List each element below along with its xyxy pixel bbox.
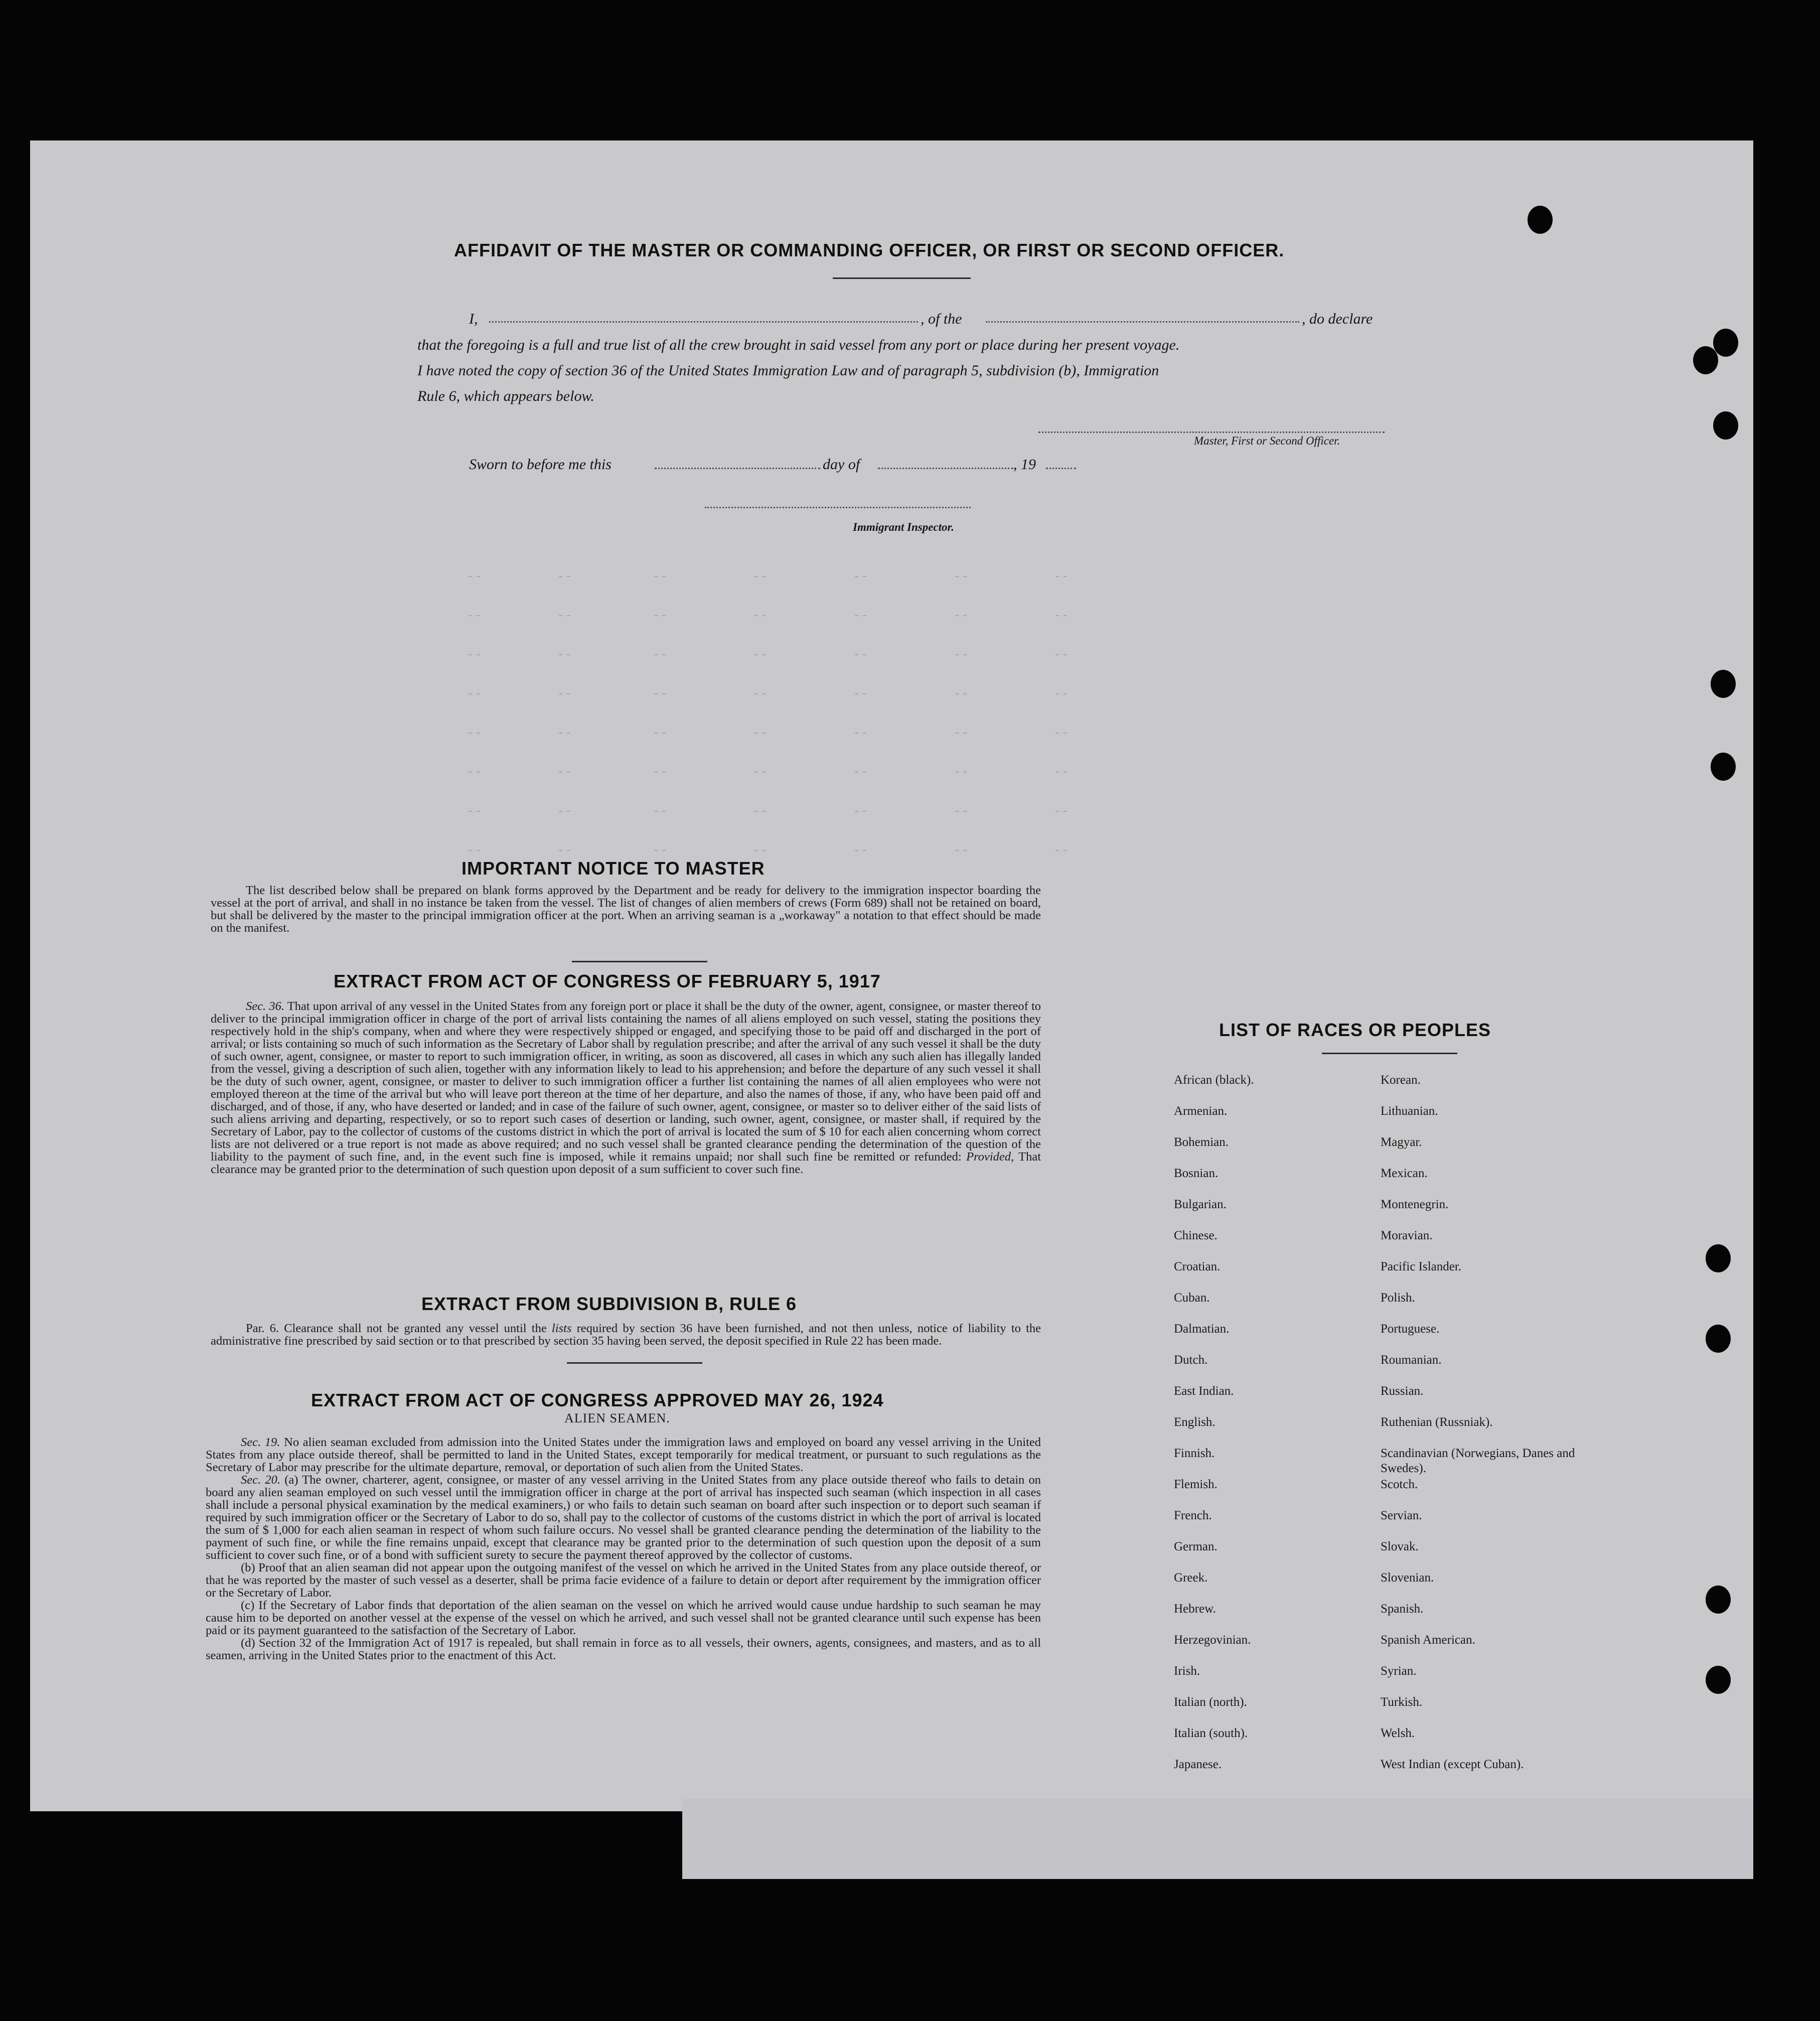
race-item: Dalmatian.: [1174, 1322, 1230, 1336]
races-right-column: [1381, 1073, 1581, 1788]
race-item: Italian (north).: [1174, 1695, 1247, 1709]
divider: [567, 1362, 702, 1364]
sec-36-body: That upon arrival of any vessel in the United States from any foreign port or place it shall be the duty of the owner, agent, consignee, or master thereof to deliver to the principal immigration officer in charge of the port of arrival lists containing the names of all aliens employed on such vessel, stating the positions they respectively hold in the ship's company, when and where they were respectively shipped or engaged, and specifying those to be paid off and discharged in the port of arrival; or lists containing so much of such information as the Secretary of Labor shall by regulation prescribe; and after the arrival of any such vessel it shall be the duty of such owner, agent, consignee, or master to report to such immigration officer, in writing, as soon as discovered, all cases in which any such alien has illegally landed from the vessel, giving a description of such alien, together with any information likely to lead to his apprehension; and before the departure of any such vessel it shall be the duty of such owner, agent, consignee, or master to deliver to such immigration officer a further list containing the names of all alien employees who were not employed thereon at the time of the arrival but who will leave port thereon at the time of her departure, and also the names of those, if any, who have been paid off and discharged, and of those, if any, who have deserted or landed; and in case of the failure of such owner, agent, consignee, or master so to deliver either of the said lists of such aliens arriving and departing, respectively, or so to report such cases of desertion or landing, such owner, agent, consignee, or master shall, if required by the Secretary of Labor, pay to the collector of customs of the customs district in which the port of arrival is located the sum of $ 10 for each alien concerning whom correct lists are not delivered or a true report is not made as above required; and no such vessel shall be granted clearance pending the determination of the question of the liability to the payment of such fine, and, in the event such fine is imposed, while it remains unpaid; nor shall such fine be remitted or refunded:: [211, 999, 1041, 1164]
bleed-through-marks: -- -- -- -- -- -- -- --: [953, 569, 969, 858]
sec-20d-paragraph: (d) Section 32 of the Immigration Act of 1917 is repealed, but shall remain in force as to all vessels, their owners, agents, consignees, and masters, and as to all seamen, arriving in the United States prior to the enactment of this Act.: [206, 1636, 1041, 1662]
race-item: Pacific Islander.: [1381, 1260, 1462, 1273]
page-underlay: [682, 1799, 1753, 1879]
race-item: Finnish.: [1174, 1447, 1215, 1460]
sworn-label: Sworn to before me this: [469, 456, 612, 473]
race-item: Italian (south).: [1174, 1726, 1248, 1740]
affidavit-line-2: that the foregoing is a full and true list of all the crew brought in said vessel from any port or place during her present voyage.: [417, 337, 1180, 353]
vessel-blank: [986, 321, 1299, 323]
sworn-day-blank: [655, 468, 820, 469]
name-blank: [489, 321, 918, 323]
race-item: Roumanian.: [1381, 1353, 1442, 1367]
sworn-year-blank: [1046, 468, 1076, 469]
sec-19-body: No alien seaman excluded from admission into the United States under the immigration laws and employed on board any vessel arriving in the United States from any place outside thereof, shall be permitted to land in the United States, except temporarily for medical treatment, or pursuant to such regulations as the Secretary of Labor may prescribe for the ultimate departure, removal, or deportation of such alien from the United States.: [206, 1435, 1041, 1474]
sec-20a-body: (a) The owner, charterer, agent, consignee, or master of any vessel arriving in the United States from any place outside thereof who fails to detain on board any alien seaman employed on such vessel until the immigration officer in charge at the port of arrival has inspected such seaman (which inspection in all cases shall include a personal physical examination by the medical examiners,) or who fails to detain such seaman on board after such inspection or to deport such seaman if required by such immigration officer or the Secretary of Labor to do so, shall pay to the collector of customs of the customs district in which the port of arrival is located the sum of $ 1,000 for each alien seaman in respect of whom such failure occurs. No vessel shall be granted clearance pending the determination of the liability to the payment of such fine, or while the fine remains unpaid, except that clearance may be granted prior to the determination of such question upon the deposit of a sum sufficient to cover such fine, or of a bond with sufficient surety to secure the payment thereof approved by the collector of customs.: [206, 1473, 1041, 1562]
race-item: Mexican.: [1381, 1167, 1428, 1180]
punch-hole: [1528, 206, 1553, 234]
punch-hole: [1706, 1244, 1731, 1272]
punch-hole: [1706, 1666, 1731, 1694]
punch-hole: [1706, 1325, 1731, 1353]
race-item: Ruthenian (Russniak).: [1381, 1415, 1493, 1429]
race-item: Slovak.: [1381, 1540, 1419, 1553]
race-item: Polish.: [1381, 1291, 1415, 1305]
sec-20b-paragraph: (b) Proof that an alien seaman did not appear upon the outgoing manifest of the vessel on which he arrived in the United States from any place outside thereof, or that he was reported by the master of such vessel as a deserter, shall be prima facie evidence of a failure to detain or deport after requirement by the immigration officer or the Secretary of Labor.: [206, 1561, 1041, 1600]
sec-20-label: Sec. 20.: [241, 1473, 280, 1487]
provided-text: That clearance may be granted prior to the determination of such question upon deposit of a sum sufficient to cover such fine.: [211, 1150, 1041, 1176]
sec-20c-paragraph: (c) If the Secretary of Labor finds that deportation of the alien seaman on the vessel on which he arrived would cause undue hardship to such seaman he may cause him to be deported on another vessel at the expense of the vessel on which he arrived, and such vessel shall not be granted clearance until such expense has been paid or its payment guaranteed to the satisfaction of the Secretary of Labor.: [206, 1599, 1041, 1637]
bleed-through-marks: -- -- -- -- -- -- -- --: [752, 569, 769, 858]
race-item: Cuban.: [1174, 1291, 1210, 1305]
race-item: Greek.: [1174, 1571, 1208, 1584]
extract-1924-text: [206, 1436, 1041, 1662]
race-item: Korean.: [1381, 1073, 1421, 1087]
affidavit-title: AFFIDAVIT OF THE MASTER OR COMMANDING OFFICER, OR FIRST OR SECOND OFFICER.: [454, 240, 1285, 260]
race-item: Scotch.: [1381, 1478, 1418, 1491]
race-item: Montenegrin.: [1381, 1198, 1449, 1211]
extract-1924-title: EXTRACT FROM ACT OF CONGRESS APPROVED MAY 26, 1924: [311, 1390, 884, 1410]
punch-hole: [1713, 411, 1738, 440]
race-item: Moravian.: [1381, 1229, 1433, 1242]
race-item: Russian.: [1381, 1384, 1424, 1398]
sworn-year: , 19: [1013, 456, 1036, 473]
sec-36-label: Sec. 36.: [246, 999, 284, 1013]
race-item: Flemish.: [1174, 1478, 1218, 1491]
affidavit-line-4: Rule 6, which appears below.: [417, 388, 594, 404]
race-item: French.: [1174, 1509, 1212, 1522]
races-left-column: [1174, 1073, 1364, 1788]
bleed-through-marks: -- -- -- -- -- -- -- --: [557, 569, 573, 858]
punch-hole: [1693, 346, 1718, 374]
race-item: Bosnian.: [1174, 1167, 1219, 1180]
notice-title: IMPORTANT NOTICE TO MASTER: [462, 858, 765, 879]
race-item: Syrian.: [1381, 1664, 1417, 1678]
race-item: Spanish.: [1381, 1602, 1424, 1616]
rule6-lists: lists: [551, 1322, 572, 1335]
master-signature-caption: Master, First or Second Officer.: [1194, 435, 1340, 447]
race-item: East Indian.: [1174, 1384, 1234, 1398]
race-item: Armenian.: [1174, 1104, 1228, 1118]
race-item: Croatian.: [1174, 1260, 1221, 1273]
extract-rule6-text: [211, 1322, 1041, 1347]
race-item: Dutch.: [1174, 1353, 1208, 1367]
punch-hole: [1706, 1585, 1731, 1614]
rule6-text-b: required by section 36 have been furnished, and not then unless, notice of liability to the administrative fine prescribed by said section or to that prescribed by section 35 having been served, the deposit specified in Rule 22 has been made.: [211, 1322, 1041, 1348]
extract-rule6-title: EXTRACT FROM SUBDIVISION B, RULE 6: [421, 1293, 797, 1314]
rule6-text-a: Par. 6. Clearance shall not be granted any vessel until the: [246, 1322, 547, 1335]
race-item: Slovenian.: [1381, 1571, 1434, 1584]
race-item: Lithuanian.: [1381, 1104, 1438, 1118]
punch-hole: [1713, 329, 1738, 357]
affidavit-line-3: I have noted the copy of section 36 of the United States Immigration Law and of paragraph 5, subdivision (b), Immigration: [417, 362, 1159, 379]
divider: [833, 277, 971, 279]
race-item: Portuguese.: [1381, 1322, 1440, 1336]
extract-1917-text: [211, 1000, 1041, 1176]
sec-19-paragraph: [206, 1436, 1041, 1474]
punch-hole: [1711, 670, 1736, 698]
bleed-through-marks: -- -- -- -- -- -- -- --: [1053, 569, 1070, 858]
bleed-through-marks: -- -- -- -- -- -- -- --: [467, 569, 483, 858]
race-item: Japanese.: [1174, 1758, 1222, 1771]
race-item: Bulgarian.: [1174, 1198, 1227, 1211]
inspector-caption: Immigrant Inspector.: [853, 521, 954, 533]
race-item: Magyar.: [1381, 1135, 1422, 1149]
race-item: Bohemian.: [1174, 1135, 1229, 1149]
divider: [1322, 1053, 1457, 1054]
affidavit-do-declare: , do declare: [1302, 311, 1373, 327]
race-item: Spanish American.: [1381, 1633, 1475, 1647]
sworn-day-of: day of: [823, 456, 860, 473]
provided-label: Provided,: [966, 1150, 1014, 1164]
extract-1917-title: EXTRACT FROM ACT OF CONGRESS OF FEBRUARY 5, 1917: [334, 971, 881, 991]
race-item: Welsh.: [1381, 1726, 1415, 1740]
sec-19-label: Sec. 19.: [241, 1435, 280, 1449]
race-item: Turkish.: [1381, 1695, 1423, 1709]
master-signature-line: [1038, 431, 1385, 433]
race-item: Scandinavian (Norwegians, Danes and Swedes).: [1381, 1447, 1575, 1475]
race-item: Hebrew.: [1174, 1602, 1216, 1616]
race-item: West Indian (except Cuban).: [1381, 1758, 1524, 1771]
extract-1924-subtitle: ALIEN SEAMEN.: [564, 1411, 670, 1425]
race-item: English.: [1174, 1415, 1216, 1429]
punch-hole: [1711, 753, 1736, 781]
race-item: Servian.: [1381, 1509, 1422, 1522]
inspector-signature-line: [705, 507, 971, 508]
race-item: German.: [1174, 1540, 1218, 1553]
race-item: Herzegovinian.: [1174, 1633, 1251, 1647]
bleed-through-marks: -- -- -- -- -- -- -- --: [652, 569, 668, 858]
bleed-through-marks: -- -- -- -- -- -- -- --: [853, 569, 869, 858]
sworn-month-blank: [878, 468, 1013, 469]
notice-text: The list described below shall be prepared on blank forms approved by the Department and be ready for delivery to the immigration inspector boarding the vessel at the port of arrival, and shall in no instance be taken from the vessel. The list of changes of alien members of crews (Form 689) shall not be retained on board, but shall be delivered by the master to the principal immigration officer at the port. When an arriving seaman is a „workaway" a notation to that effect should be made on the manifest.: [211, 884, 1041, 935]
sec-20a-paragraph: [206, 1474, 1041, 1561]
divider: [572, 961, 707, 962]
race-item: African (black).: [1174, 1073, 1254, 1087]
races-title: LIST OF RACES OR PEOPLES: [1219, 1020, 1491, 1040]
race-item: Irish.: [1174, 1664, 1200, 1678]
race-item: Chinese.: [1174, 1229, 1218, 1242]
affidavit-i-label: I,: [469, 311, 478, 327]
affidavit-of-the: , of the: [921, 311, 962, 327]
